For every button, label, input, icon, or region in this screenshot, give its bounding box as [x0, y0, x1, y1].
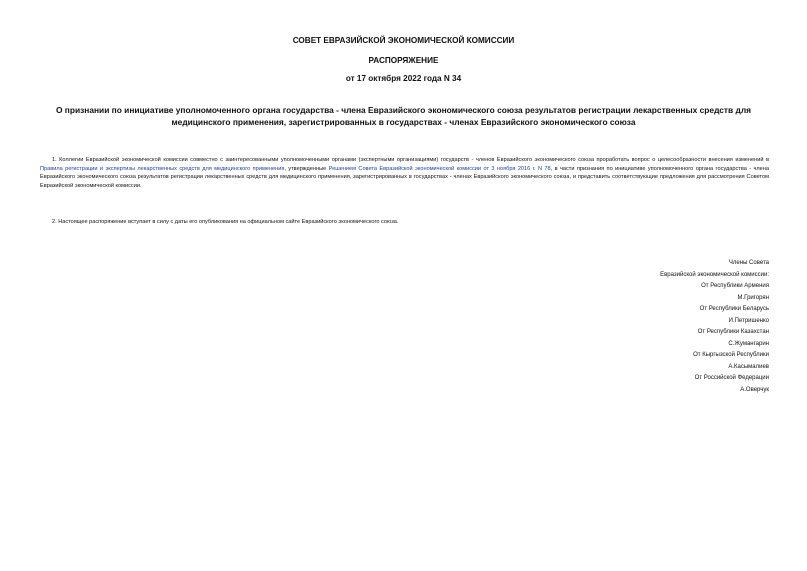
paragraph-2: 2. Настоящее распоряжение вступает в силу с даты его опубликования на официальном сайте Евразийского экономического союза. — [52, 219, 399, 225]
document-type: РАСПОРЯЖЕНИЕ — [368, 56, 439, 65]
rules-link[interactable]: Правила регистрации и экспертизы лекарственных средств для медицинского применения — [40, 165, 285, 172]
signature-line: А.Оверчук — [740, 386, 769, 393]
signature-line: Евразийской экономической комиссии: — [660, 271, 769, 278]
signature-line: От Кыргызской Республики — [693, 352, 769, 358]
decision-link[interactable]: Решением Совета Евразийской экономической комиссии от 3 ноября 2016 г. N 78 — [328, 165, 551, 172]
paragraph-1-text-b: , утвержденные — [284, 165, 329, 172]
paragraph-1 — [40, 156, 769, 190]
issuing-body: СОВЕТ ЕВРАЗИЙСКОЙ ЭКОНОМИЧЕСКОЙ КОМИССИИ — [292, 36, 515, 45]
document-title: О признании по инициативе уполномоченного органа государства - члена Евразийского экономического союза результатов регистрации лекарственных средств для медицинского применения, зарегистрированных в государствах - членах Евразийского экономического союза — [55, 105, 752, 127]
signature-line: От Российской Федерации — [694, 375, 769, 381]
signature-line: Члены Совета — [728, 260, 769, 266]
paragraph-1-text-c: , в части признания по инициативе уполномоченного органа государства - члена Евразийского экономического союза результатов регистрации лекарственных средств для медицинского применения, зарегистрированных в государствах - членах Евразийского экономического союза, и представить соответствующие предложения для рассмотрения Советом Евразийской экономической комиссии. — [40, 165, 769, 189]
signature-line: М.Григорян — [737, 294, 769, 301]
document-date: от 17 октября 2022 года N 34 — [345, 74, 462, 83]
signature-line: И.Петришенко — [728, 317, 769, 324]
signature-line: С.Жумангарин — [728, 340, 769, 347]
signature-line: От Республики Армения — [701, 283, 769, 289]
paragraph-1-text-a: 1. Коллегии Евразийской экономической комиссии совместно с заинтересованными уполномоченными органами (экспертными организациями) государств - членов Евразийского экономического союза проработать вопрос о целесообразности внесения изменений в — [52, 157, 769, 163]
signature-line: От Республики Беларусь — [699, 306, 769, 312]
signature-block — [469, 258, 769, 396]
signature-line: От Республики Казахстан — [697, 329, 769, 335]
signature-line: А.Касымалиев — [728, 363, 769, 370]
